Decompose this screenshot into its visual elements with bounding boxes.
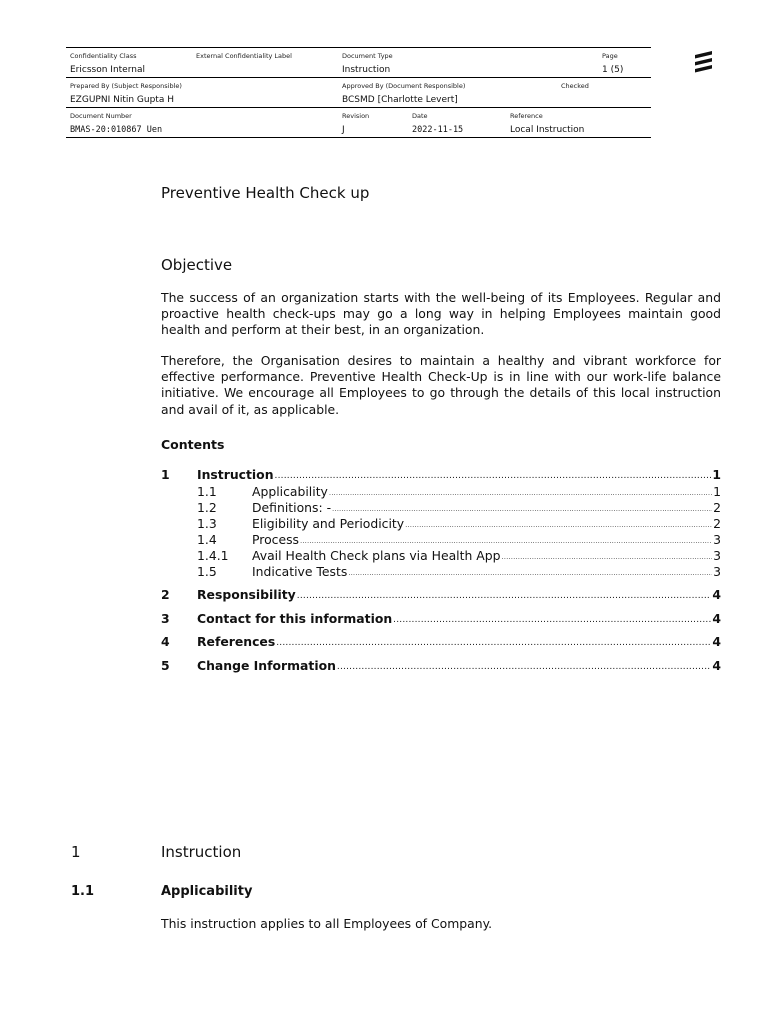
toc-entry-references[interactable] bbox=[161, 634, 721, 649]
toc-entry-health-app[interactable] bbox=[161, 548, 721, 563]
objective-paragraph-2: Therefore, the Organisation desires to maintain a healthy and vibrant workforce for effective performance. Preventive Health Check-Up is in line with our work-life balance initiative. We encourage all Employees to go through the details of this local instruction and avail of it, as applicable. bbox=[161, 353, 721, 417]
toc-page: 4 bbox=[712, 634, 721, 649]
checked-label: Checked bbox=[561, 82, 589, 90]
toc-number: 3 bbox=[161, 611, 170, 626]
toc-leader bbox=[332, 505, 712, 513]
header-row-3 bbox=[66, 107, 651, 138]
applicability-text: This instruction applies to all Employees of Company. bbox=[161, 916, 493, 931]
toc-page: 3 bbox=[713, 564, 721, 579]
toc-leader bbox=[276, 638, 711, 648]
document-type-label: Document Type bbox=[342, 52, 393, 60]
toc-title: Avail Health Check plans via Health App bbox=[252, 548, 501, 563]
toc-leader bbox=[297, 591, 712, 601]
confidentiality-class-value: Ericsson Internal bbox=[70, 65, 145, 75]
toc-page: 2 bbox=[713, 500, 721, 515]
toc-page: 4 bbox=[712, 611, 721, 626]
contents-heading: Contents bbox=[161, 437, 225, 452]
toc-entry-applicability[interactable] bbox=[161, 484, 721, 499]
external-label-label: External Confidentiality Label bbox=[196, 52, 292, 60]
toc-number: 1.3 bbox=[197, 516, 217, 531]
toc-number: 1.2 bbox=[197, 500, 217, 515]
revision-value: J bbox=[342, 125, 345, 135]
section-number: 1 bbox=[71, 843, 81, 861]
subsection-number: 1.1 bbox=[71, 884, 95, 899]
toc-entry-instruction[interactable] bbox=[161, 467, 721, 482]
page-label: Page bbox=[602, 52, 618, 60]
toc-leader bbox=[300, 537, 712, 545]
toc-leader bbox=[348, 569, 712, 577]
toc-leader bbox=[393, 615, 711, 625]
toc-page: 2 bbox=[713, 516, 721, 531]
confidentiality-class-label: Confidentiality Class bbox=[70, 52, 137, 60]
toc-number: 1.4.1 bbox=[197, 548, 229, 563]
toc-title: References bbox=[197, 634, 276, 649]
toc-title: Contact for this information bbox=[197, 611, 393, 626]
toc-entry-contact[interactable] bbox=[161, 611, 721, 626]
toc-leader bbox=[501, 553, 712, 561]
toc-number: 1 bbox=[161, 467, 170, 482]
toc-entry-definitions[interactable] bbox=[161, 500, 721, 515]
toc-entry-process[interactable] bbox=[161, 532, 721, 547]
date-value: 2022-11-15 bbox=[412, 125, 464, 135]
toc-entry-change-information[interactable] bbox=[161, 658, 721, 673]
toc-number: 2 bbox=[161, 587, 170, 602]
toc-page: 4 bbox=[712, 587, 721, 602]
prepared-by-label: Prepared By (Subject Responsible) bbox=[70, 82, 182, 90]
toc-title: Process bbox=[252, 532, 300, 547]
date-label: Date bbox=[412, 112, 428, 120]
toc-title: Change Information bbox=[197, 658, 336, 673]
toc-number: 1.1 bbox=[197, 484, 217, 499]
toc-page: 4 bbox=[712, 658, 721, 673]
toc-number: 1.4 bbox=[197, 532, 217, 547]
toc-page: 1 bbox=[712, 467, 721, 482]
toc-number: 4 bbox=[161, 634, 170, 649]
toc-title: Indicative Tests bbox=[252, 564, 348, 579]
toc-title: Responsibility bbox=[197, 587, 296, 602]
toc-entry-responsibility[interactable] bbox=[161, 587, 721, 602]
header-row-1 bbox=[66, 47, 651, 77]
toc-page: 1 bbox=[713, 484, 721, 499]
toc-title: Instruction bbox=[197, 467, 274, 482]
document-title: Preventive Health Check up bbox=[161, 184, 370, 202]
document-type-value: Instruction bbox=[342, 65, 391, 75]
revision-label: Revision bbox=[342, 112, 370, 120]
toc-number: 1.5 bbox=[197, 564, 217, 579]
toc-leader bbox=[275, 471, 712, 481]
approved-by-label: Approved By (Document Responsible) bbox=[342, 82, 466, 90]
toc-entry-indicative-tests[interactable] bbox=[161, 564, 721, 579]
document-header bbox=[66, 47, 651, 138]
reference-value: Local Instruction bbox=[510, 125, 585, 135]
toc-title: Definitions: - bbox=[252, 500, 332, 515]
approved-by-value: BCSMD [Charlotte Levert] bbox=[342, 95, 458, 105]
prepared-by-value: EZGUPNI Nitin Gupta H bbox=[70, 95, 174, 105]
subsection-title: Applicability bbox=[161, 884, 253, 899]
objective-paragraph-1: The success of an organization starts with the well-being of its Employees. Regular and proactive health check-ups may go a long way in helping Employees maintain good health and perform at their best, in an organization. bbox=[161, 290, 721, 338]
toc-page: 3 bbox=[713, 532, 721, 547]
toc-leader bbox=[329, 489, 712, 497]
ericsson-logo-icon bbox=[694, 50, 714, 74]
toc-title: Eligibility and Periodicity bbox=[252, 516, 405, 531]
objective-heading: Objective bbox=[161, 256, 233, 274]
toc-title: Applicability bbox=[252, 484, 328, 499]
toc-leader bbox=[337, 662, 711, 672]
document-number-label: Document Number bbox=[70, 112, 132, 120]
header-row-2 bbox=[66, 77, 651, 107]
toc-page: 3 bbox=[713, 548, 721, 563]
toc-number: 5 bbox=[161, 658, 170, 673]
page-value: 1 (5) bbox=[602, 65, 624, 75]
document-number-value: BMAS-20:010867 Uen bbox=[70, 125, 163, 135]
toc-entry-eligibility[interactable] bbox=[161, 516, 721, 531]
reference-label: Reference bbox=[510, 112, 543, 120]
toc-leader bbox=[405, 521, 712, 529]
section-title: Instruction bbox=[161, 843, 242, 861]
